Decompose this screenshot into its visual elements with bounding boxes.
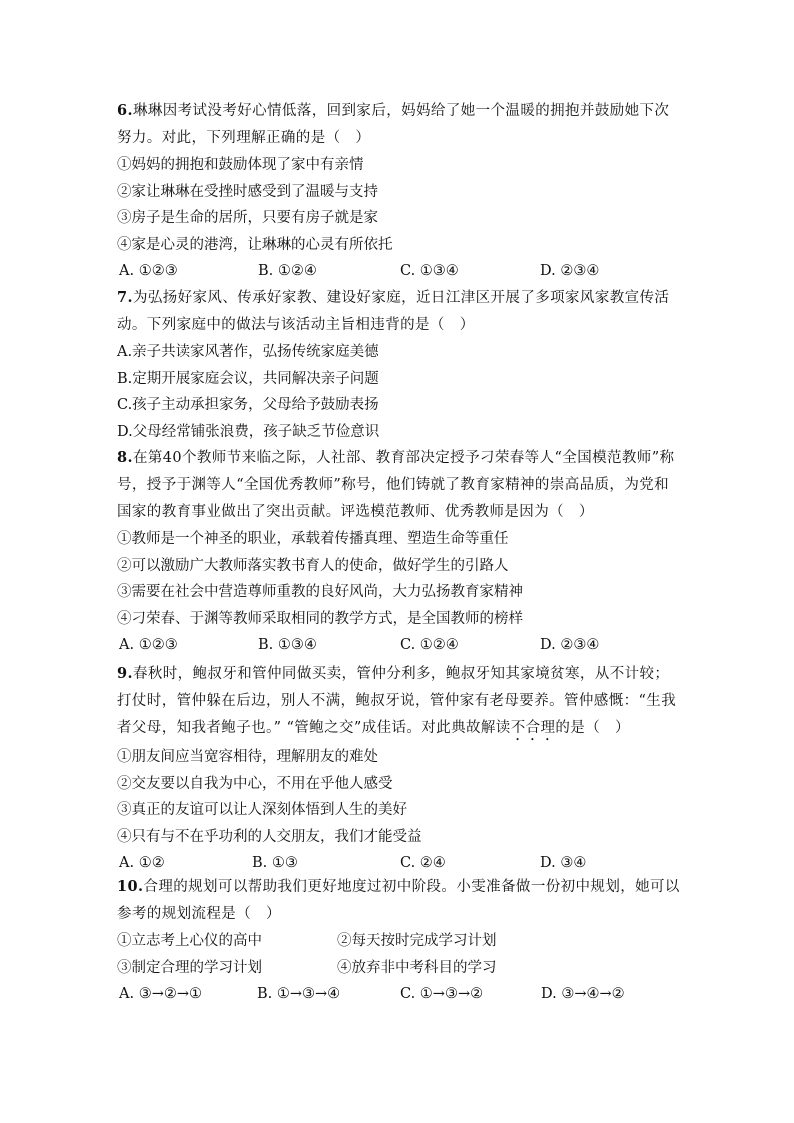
question-8-option-b[interactable]: B. ①③④ — [258, 637, 317, 654]
question-9-text-before: 春秋时，鲍叔牙和管仲同做买卖，管仲分利多，鲍叔牙知其家境贫寒，从不计较；打仗时，管仲躲在后边，别人不满，鲍叔牙说，管仲家有老母要养。管仲感慨：“生我者父母，知我者鲍子也。” “管鲍之交”成佳话。对此典故解读 — [117, 666, 677, 736]
question-6-option-c[interactable]: C. ①③④ — [400, 263, 459, 280]
question-6-stem — [117, 97, 682, 152]
question-8-number: 8. — [117, 449, 133, 466]
question-10-options — [117, 981, 682, 1008]
question-10-text: 合理的规划可以帮助我们更好地度过初中阶段。小雯准备做一份初中规划，她可以参考的规划流程是（ ） — [117, 879, 680, 922]
question-9-emphasis: 不合理 — [510, 720, 556, 736]
question-8-statement-3: ③需要在社会中营造尊师重教的良好风尚，大力弘扬教育家精神 — [117, 584, 523, 601]
question-6-statement-2: ②家让琳琳在受挫时感受到了温暖与支持 — [117, 183, 378, 200]
question-8-option-c[interactable]: C. ①②④ — [400, 637, 459, 654]
question-7-option-a[interactable]: A.亲子共读家风著作，弘扬传统家庭美德 — [117, 344, 379, 360]
question-9-statement-3: ③真正的友谊可以让人深刻体悟到人生的美好 — [117, 802, 407, 819]
question-8-stem — [117, 444, 682, 526]
question-10-option-a[interactable]: A. ③→②→① — [119, 986, 202, 1003]
question-6 — [117, 97, 682, 285]
question-9-number: 9. — [117, 665, 133, 682]
question-10-option-b[interactable]: B. ①→③→④ — [257, 986, 341, 1003]
question-8-text: 在第40个教师节来临之际，人社部、教育部决定授予刁荣春等人“全国模范教师”称号，授予于渊等人“全国优秀教师”称号，他们铸就了教育家精神的崇高品质，为党和国家的教育事业做出了突出贡献。评选模范教师、优秀教师是因为（ ） — [117, 450, 675, 520]
question-7 — [117, 284, 682, 445]
question-10-statements-row-2 — [117, 955, 682, 982]
question-7-option-c[interactable]: C.孩子主动承担家务，父母给予鼓励表扬 — [117, 397, 379, 414]
question-10-statement-2: ②每天按时完成学习计划 — [337, 933, 497, 949]
question-8-statement-2: ②可以激励广大教师落实教书育人的使命，做好学生的引路人 — [117, 557, 509, 574]
question-6-options — [117, 258, 682, 285]
question-9-option-a[interactable]: A. ①② — [119, 855, 165, 872]
question-10-stem — [117, 873, 682, 928]
question-9-statement-1: ①朋友间应当宽容相待，理解朋友的难处 — [117, 749, 378, 765]
question-6-option-a[interactable]: A. ①②③ — [119, 263, 178, 280]
question-6-number: 6. — [117, 102, 133, 119]
question-10-option-d[interactable]: D. ③→④→② — [541, 986, 625, 1003]
question-8-options — [117, 632, 682, 659]
question-7-stem — [117, 284, 682, 339]
question-6-option-d[interactable]: D. ②③④ — [540, 263, 600, 280]
question-9 — [117, 660, 682, 877]
question-9-statement-2: ②交友要以自我为中心，不用在乎他人感受 — [117, 775, 393, 792]
question-8-statement-1: ①教师是一个神圣的职业，承载着传播真理、塑造生命等重任 — [117, 531, 509, 547]
question-10-statement-1: ①立志考上心仪的高中 — [117, 933, 262, 949]
question-7-text: 为弘扬好家风、传承好家教、建设好家庭，近日江津区开展了多项家风家教宣传活动。下列家庭中的做法与该活动主旨相违背的是（ ） — [117, 290, 670, 333]
question-9-stem — [117, 660, 682, 744]
question-10 — [117, 873, 682, 1008]
question-10-statement-4: ④放弃非中考科目的学习 — [337, 959, 497, 976]
question-10-statements-row-1 — [117, 928, 682, 955]
question-10-number: 10. — [117, 878, 144, 895]
question-6-option-b[interactable]: B. ①②④ — [258, 263, 317, 280]
question-6-statement-1: ①妈妈的拥抱和鼓励体现了家中有亲情 — [117, 157, 364, 173]
question-8-option-a[interactable]: A. ①②③ — [119, 637, 178, 654]
question-6-statement-4: ④家是心灵的港湾，让琳琳的心灵有所依托 — [117, 236, 393, 253]
question-8-statement-4: ④刁荣春、于渊等教师采取相同的教学方式，是全国教师的榜样 — [117, 610, 523, 627]
question-7-number: 7. — [117, 289, 133, 306]
question-10-statement-3: ③制定合理的学习计划 — [117, 959, 262, 976]
question-7-option-b[interactable]: B.定期开展家庭会议，共同解决亲子问题 — [117, 370, 379, 387]
question-7-option-d[interactable]: D.父母经常铺张浪费，孩子缺乏节俭意识 — [117, 423, 380, 440]
question-6-text: 琳琳因考试没考好心情低落，回到家后，妈妈给了她一个温暖的拥抱并鼓励她下次努力。对此，下列理解正确的是（ ） — [117, 103, 670, 146]
question-8 — [117, 444, 682, 659]
question-8-option-d[interactable]: D. ②③④ — [540, 637, 600, 654]
question-9-option-b[interactable]: B. ①③ — [252, 855, 298, 872]
question-9-option-c[interactable]: C. ②④ — [400, 855, 446, 872]
question-9-option-d[interactable]: D. ③④ — [540, 855, 587, 872]
question-9-text-after: 的是（ ） — [555, 720, 630, 736]
question-6-statement-3: ③房子是生命的居所，只要有房子就是家 — [117, 210, 378, 227]
question-9-statement-4: ④只有与不在乎功利的人交朋友，我们才能受益 — [117, 828, 422, 845]
question-10-option-c[interactable]: C. ①→③→② — [400, 986, 484, 1003]
